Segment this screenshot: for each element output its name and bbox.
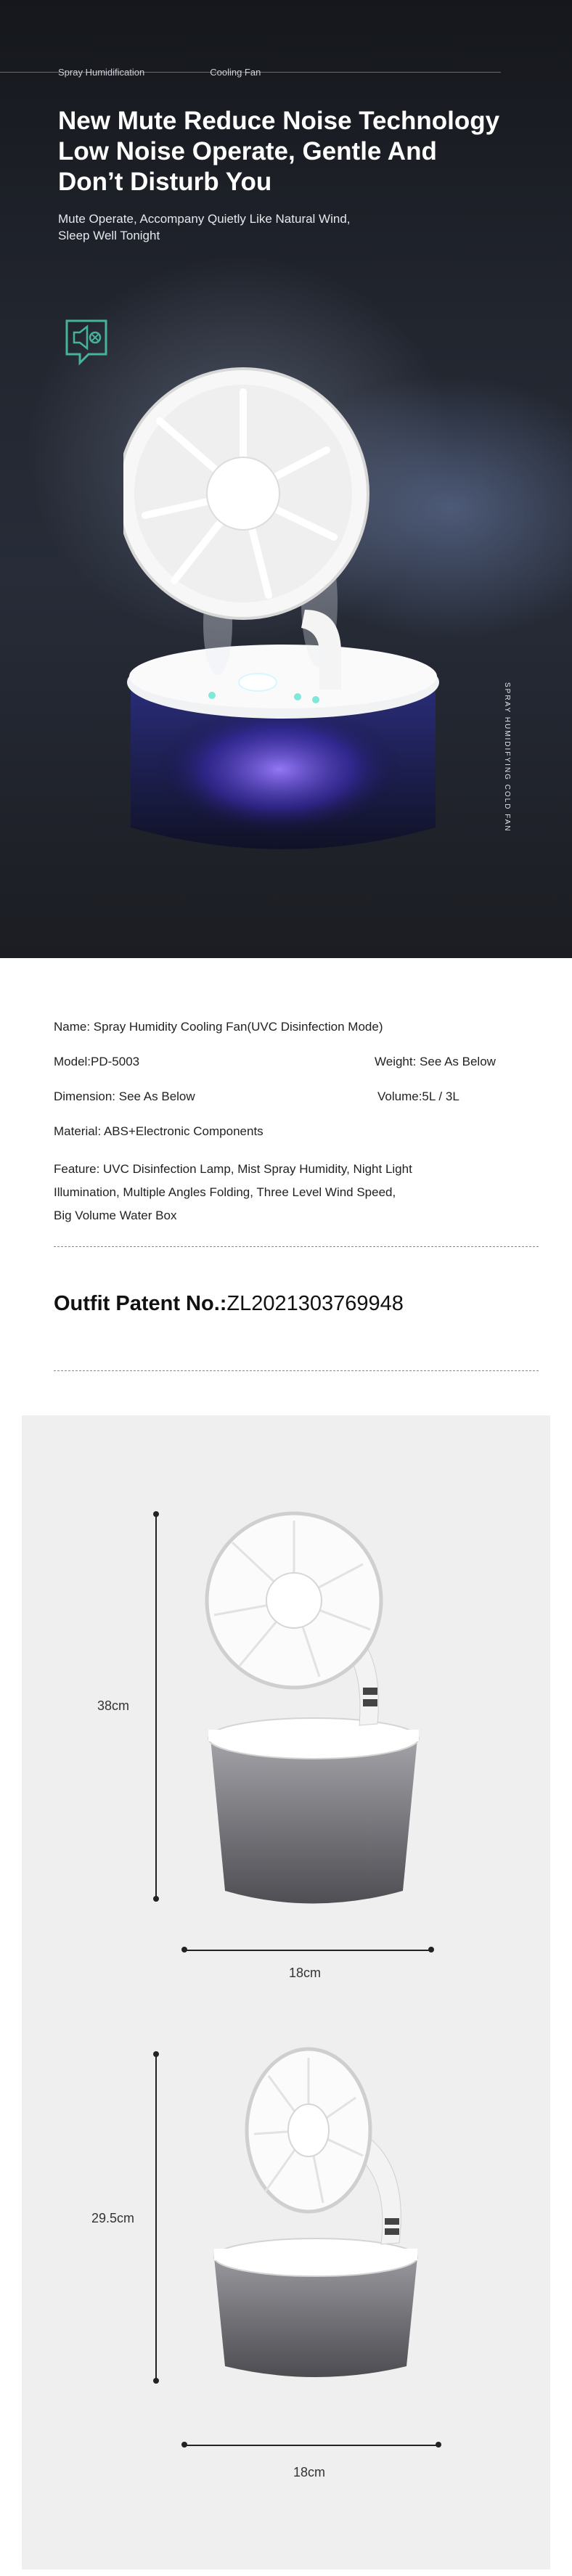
large-height-label: 38cm xyxy=(97,1698,130,1713)
hero-subtitle-line-1: Mute Operate, Accompany Quietly Like Natural Wind, xyxy=(58,212,351,226)
tab-cooling-fan[interactable]: Cooling Fan xyxy=(210,67,261,78)
hero-title-line-2: Low Noise Operate, Gentle And xyxy=(58,137,437,165)
spec-name: Name: Spray Humidity Cooling Fan(UVC Disinfection Mode) xyxy=(54,1020,383,1034)
spec-weight: Weight: See As Below xyxy=(375,1055,496,1068)
spec-feature-line-3: Big Volume Water Box xyxy=(54,1209,177,1222)
dimensions-panel xyxy=(22,1415,550,2569)
spec-model: Model:PD-5003 xyxy=(54,1055,140,1068)
spec-feature-line-2: Illumination, Multiple Angles Folding, Three Level Wind Speed, xyxy=(54,1185,396,1199)
hero-title-line-3: Don’t Disturb You xyxy=(58,168,272,196)
patent-value: ZL2021303769948 xyxy=(226,1292,404,1315)
width-dimension-line xyxy=(184,1950,431,1951)
small-fan-product-image xyxy=(200,2047,432,2381)
spec-feature-line-1: Feature: UVC Disinfection Lamp, Mist Spray Humidity, Night Light xyxy=(54,1162,412,1176)
small-height-dimension-line xyxy=(155,2054,157,2381)
spec-feature xyxy=(54,1158,518,1227)
patent-number xyxy=(54,1292,404,1316)
spec-volume: Volume:5L / 3L xyxy=(377,1089,459,1103)
spec-dimension: Dimension: See As Below xyxy=(54,1089,195,1103)
large-width-label: 18cm xyxy=(289,1966,322,1980)
tab-spray-humidification[interactable]: Spray Humidification xyxy=(58,67,145,78)
vertical-product-label: SPRAY HUMIDIFYING COLD FAN xyxy=(503,682,511,833)
hero-title xyxy=(58,106,552,197)
patent-label: Outfit Patent No.: xyxy=(54,1292,227,1315)
hero-divider xyxy=(0,72,501,73)
mute-speaker-icon xyxy=(64,318,109,366)
hero-subtitle-line-2: Sleep Well Tonight xyxy=(58,229,160,242)
height-dimension-line xyxy=(155,1514,157,1899)
width-marker-right xyxy=(428,1947,434,1953)
hero-title-line-1: New Mute Reduce Noise Technology xyxy=(58,107,500,135)
hero-fan-product-image xyxy=(123,348,443,907)
small-width-label: 18cm xyxy=(293,2465,326,2479)
hero-subtitle xyxy=(58,210,465,244)
divider-top xyxy=(54,1246,539,1247)
height-marker-bottom xyxy=(153,1896,159,1902)
small-width-marker-right xyxy=(436,2442,441,2448)
hero-banner xyxy=(0,0,572,958)
spec-material: Material: ABS+Electronic Components xyxy=(54,1124,263,1138)
small-width-dimension-line xyxy=(184,2445,438,2446)
small-height-marker-bottom xyxy=(153,2378,159,2384)
small-height-label: 29.5cm xyxy=(91,2211,135,2225)
divider-bottom xyxy=(54,1370,539,1371)
large-fan-product-image xyxy=(196,1499,436,1913)
